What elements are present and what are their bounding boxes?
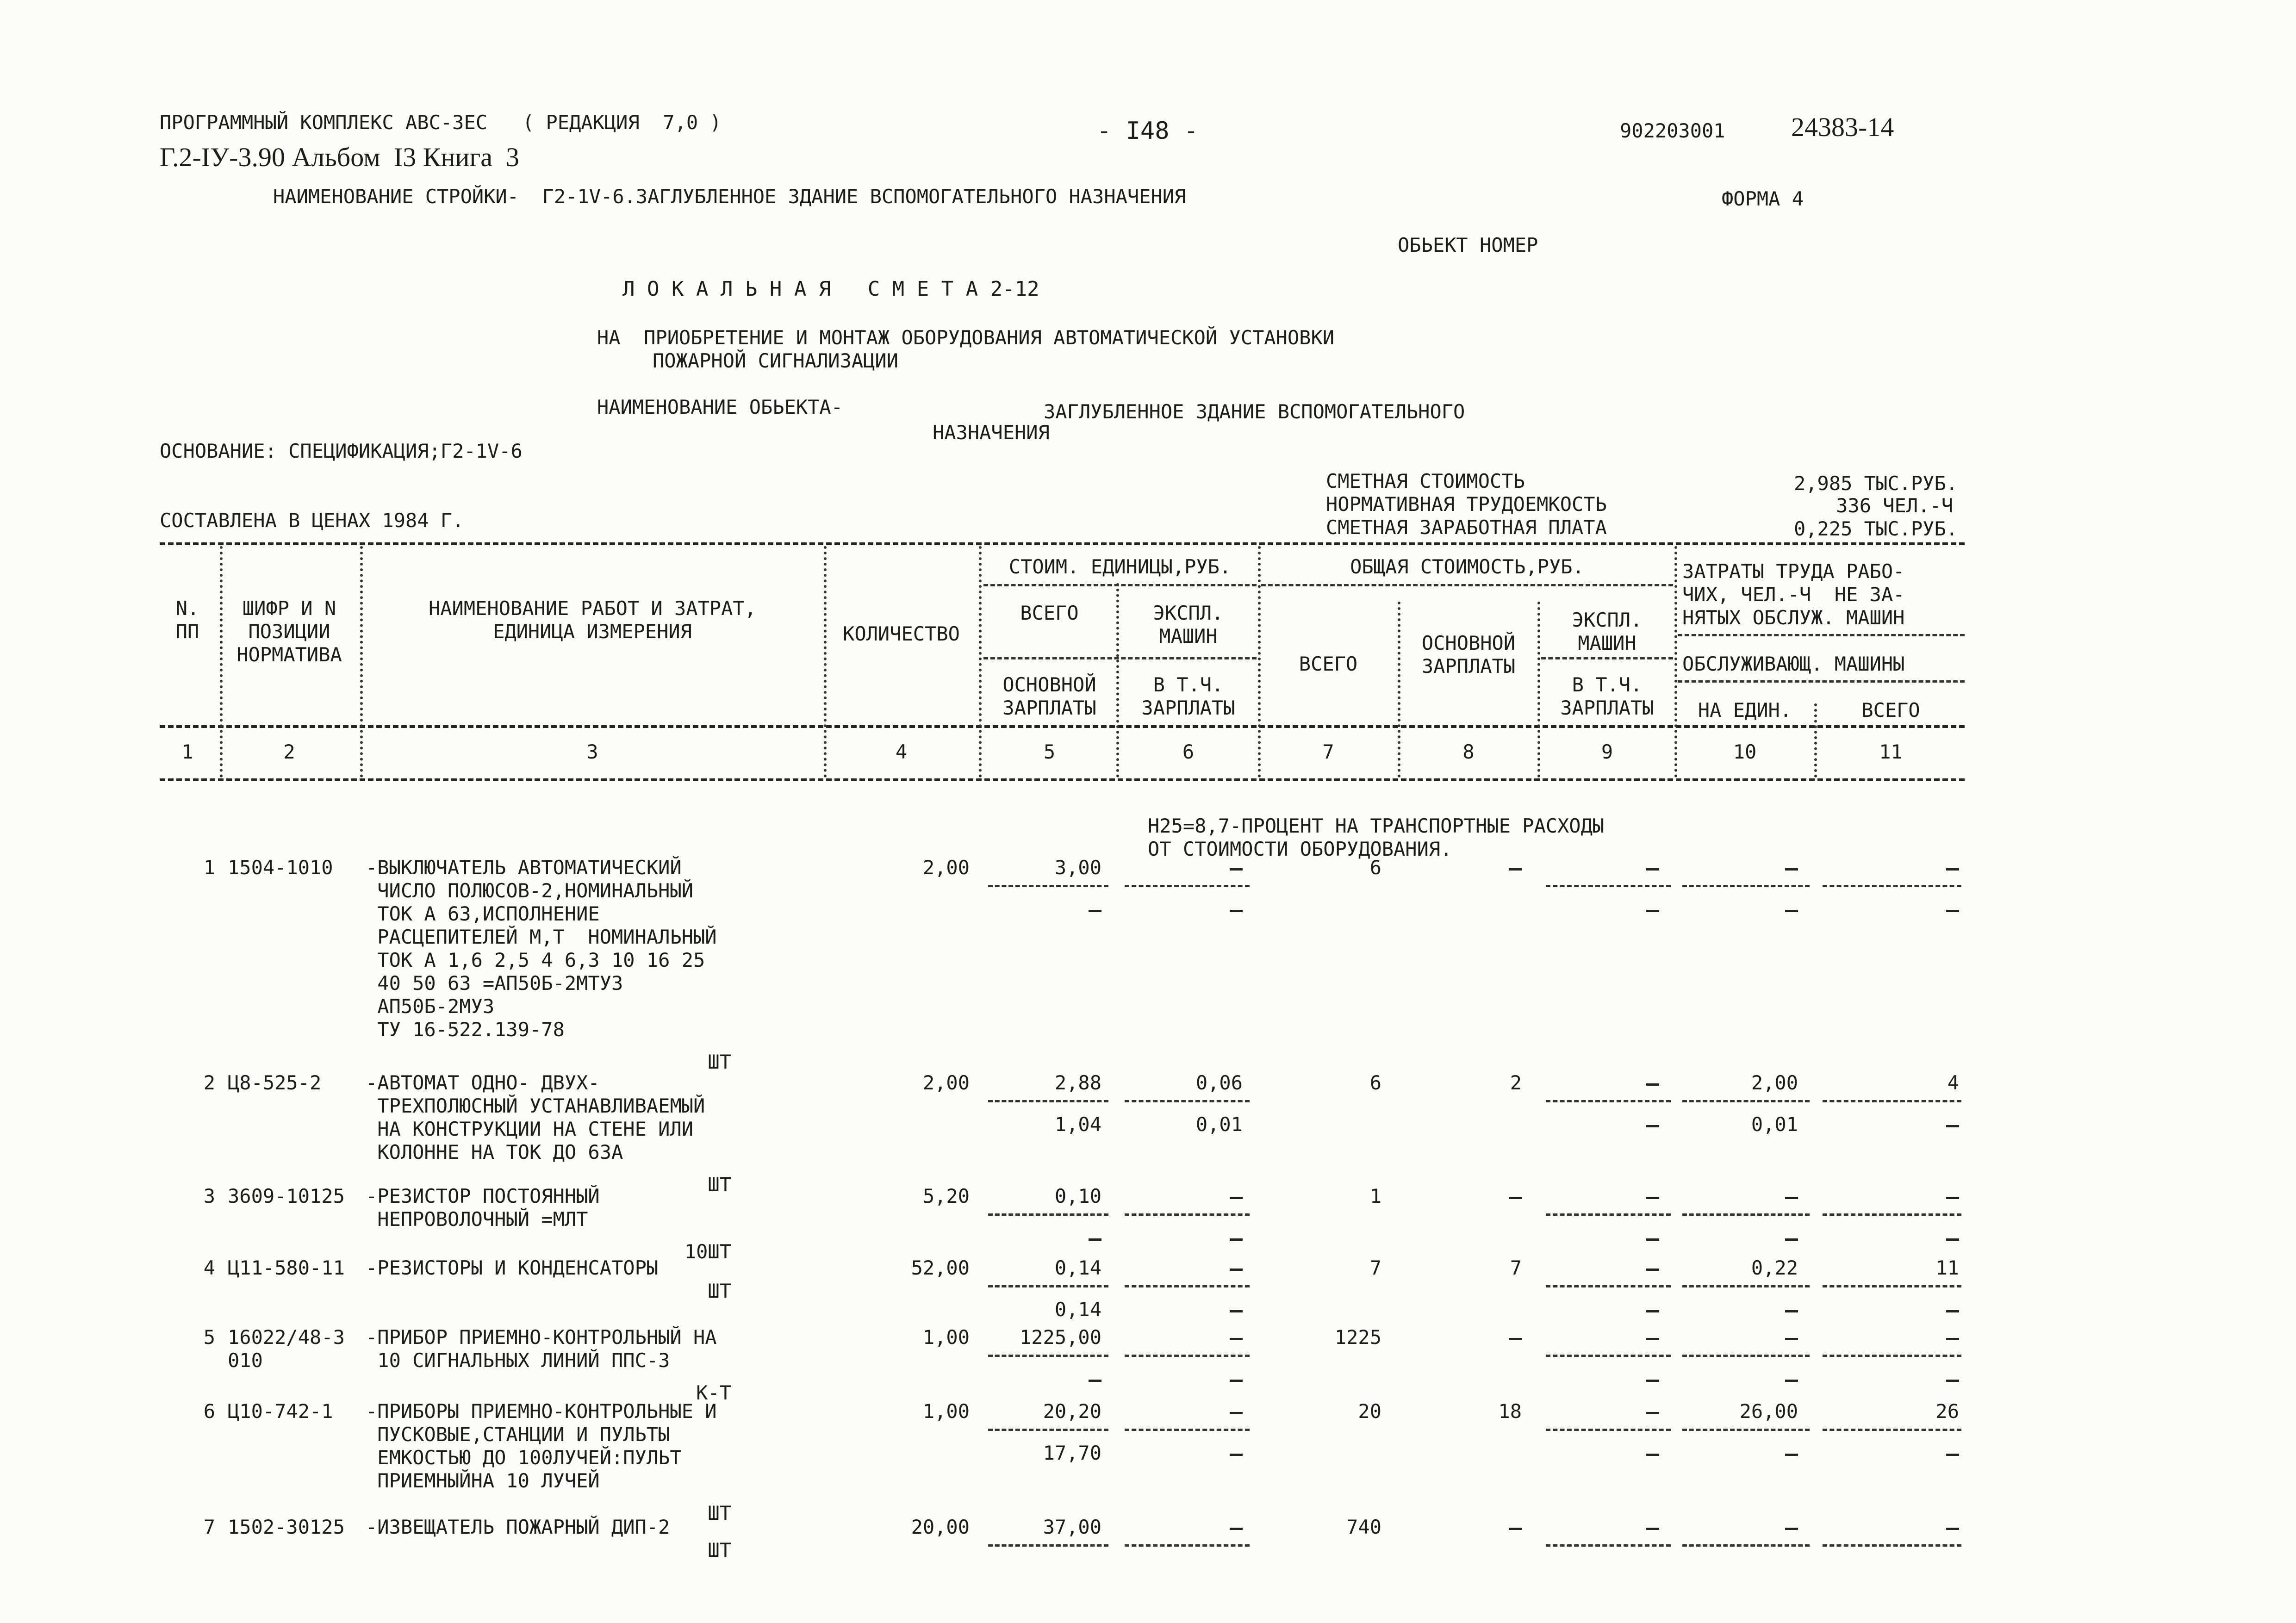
dash-mark: [1946, 1528, 1959, 1530]
row-quantity: 5,20: [922, 1185, 970, 1207]
row-total-machine-wages: [1541, 1298, 1659, 1321]
row-total-machines: [1541, 1185, 1659, 1208]
row-labor-per-unit: [1678, 1185, 1798, 1208]
row-labor-per-unit-2: 0,01: [1751, 1113, 1798, 1136]
col-header-unit-total: ВСЕГО: [1020, 602, 1079, 624]
cell-divider-rule: [1823, 1429, 1961, 1431]
row-code: 1502-30125: [228, 1516, 345, 1538]
row-unit-machine-wages: [1120, 1442, 1243, 1465]
row-total: 7: [1369, 1256, 1381, 1279]
col-header-labor-total: ВСЕГО: [1861, 699, 1920, 721]
dash-mark: [1946, 1238, 1959, 1241]
row-labor-per-unit-2: [1678, 898, 1798, 921]
cell-divider-rule: [1125, 1544, 1250, 1547]
row-unit-wages: 1,04: [1054, 1113, 1101, 1136]
cell-divider-rule: [1546, 1544, 1671, 1547]
row-labor-total: [1818, 1516, 1959, 1539]
estimate-purpose-line2: ПОЖАРНОЙ СИГНАЛИЗАЦИИ: [653, 349, 899, 372]
row-number: 7: [203, 1516, 215, 1538]
row-unit-wages: [983, 898, 1101, 921]
row-unit-total: 1225,00: [1019, 1326, 1101, 1349]
cell-divider-rule: [1682, 1100, 1810, 1102]
row-total-machine-wages: [1541, 1226, 1659, 1250]
cell-divider-rule: [1823, 885, 1961, 887]
row-total-wages: 18: [1498, 1400, 1522, 1423]
row-quantity: 1,00: [922, 1400, 970, 1423]
dash-mark: [1646, 910, 1659, 912]
dash-mark: [1946, 1338, 1959, 1340]
col-divider-5: [1116, 583, 1119, 777]
row-name: -РЕЗИСТОРЫ И КОНДЕНСАТОРЫ: [366, 1256, 659, 1279]
row-labor-total-2: [1818, 1368, 1959, 1391]
col-header-number: N. ПП: [175, 597, 199, 643]
dash-mark: [1646, 1338, 1659, 1340]
cell-divider-rule: [1823, 1544, 1961, 1547]
row-unit: ШТ: [708, 1539, 731, 1561]
row-name: -ИЗВЕЩАТЕЛЬ ПОЖАРНЫЙ ДИП-2: [366, 1516, 670, 1538]
row-unit-total: 0,10: [1054, 1185, 1101, 1207]
dash-mark: [1230, 1454, 1243, 1456]
dash-mark: [1646, 1528, 1659, 1530]
dash-mark: [1509, 1197, 1522, 1199]
dash-mark: [1646, 1454, 1659, 1456]
object-name-line2: НАЗНАЧЕНИЯ: [933, 421, 1050, 444]
row-unit-machine-wages: 0,01: [1195, 1113, 1243, 1136]
col-divider-2: [360, 546, 363, 777]
dash-mark: [1785, 910, 1798, 912]
col-header-total-group: ОБЩАЯ СТОИМОСТЬ,РУБ.: [1350, 555, 1584, 578]
row-quantity: 52,00: [911, 1256, 970, 1279]
row-unit-machines: [1120, 1326, 1243, 1349]
col-divider-9: [1674, 546, 1677, 777]
row-labor-per-unit-2: [1678, 1442, 1798, 1465]
dash-mark: [1646, 1197, 1659, 1199]
col-number-7: 7: [1322, 740, 1334, 763]
col-header-unit-wages: ОСНОВНОЙ ЗАРПЛАТЫ: [1002, 673, 1096, 719]
row-labor-total-2: [1818, 1442, 1959, 1465]
row-number: 6: [203, 1400, 215, 1423]
row-unit-total: 3,00: [1054, 856, 1101, 879]
row-labor-per-unit-2: [1678, 1226, 1798, 1250]
row-labor-per-unit: [1678, 856, 1798, 879]
row-unit-machines: [1120, 1516, 1243, 1539]
dash-mark: [1089, 1238, 1101, 1241]
program-header: ПРОГРАММНЫЙ КОМПЛЕКС АВС-3ЕС ( РЕДАКЦИЯ 7,0 ): [160, 111, 722, 134]
cell-divider-rule: [1823, 1213, 1961, 1216]
row-total-machine-wages: [1541, 898, 1659, 921]
row-labor-total-2: [1818, 1298, 1959, 1321]
summary-labor-value: 336 ЧЕЛ.-Ч: [1836, 494, 1953, 517]
table-header-rule: [160, 725, 1965, 728]
dash-mark: [1646, 1083, 1659, 1086]
total-group-rule: [1261, 584, 1673, 586]
col-divider-6: [1258, 546, 1261, 777]
basis-line: ОСНОВАНИЕ: СПЕЦИФИКАЦИЯ;Г2-1V-6: [160, 440, 523, 462]
labor-group-rule: [1678, 634, 1965, 636]
col-header-labor-serving: ОБСЛУЖИВАЮЩ. МАШИНЫ: [1682, 653, 1905, 675]
dash-mark: [1946, 1125, 1959, 1127]
cell-divider-rule: [1125, 885, 1250, 887]
row-code: 16022/48-3 010: [228, 1326, 345, 1372]
row-quantity: 20,00: [911, 1516, 970, 1538]
summary-cost-label: СМЕТНАЯ СТОИМОСТЬ: [1326, 470, 1525, 492]
row-total: 20: [1358, 1400, 1381, 1423]
cell-divider-rule: [1125, 1100, 1250, 1102]
row-name: -ПРИБОРЫ ПРИЕМНО-КОНТРОЛЬНЫЕ И ПУСКОВЫЕ,СТАНЦИИ И ПУЛЬТЫ ЕМКОСТЬЮ ДО 100ЛУЧЕЙ:ПУЛЬТ ПРИЕМНЫЙНА 10 ЛУЧЕЙ: [366, 1400, 717, 1492]
object-name-line1: ЗАГЛУБЛЕННОЕ ЗДАНИЕ ВСПОМОГАТЕЛЬНОГО: [1044, 400, 1465, 423]
col-header-total-wages: ОСНОВНОЙ ЗАРПЛАТЫ: [1421, 632, 1516, 678]
unit-group-rule: [983, 584, 1257, 586]
dash-mark: [1230, 1528, 1243, 1530]
row-total-machines: [1541, 1256, 1659, 1280]
col-header-unit-machines: ЭКСПЛ. МАШИН: [1153, 602, 1224, 647]
row-name: -ПРИБОР ПРИЕМНО-КОНТРОЛЬНЫЙ НА 10 СИГНАЛЬНЫХ ЛИНИЙ ППС-3: [366, 1326, 717, 1372]
dash-mark: [1646, 868, 1659, 871]
dash-mark: [1646, 1412, 1659, 1414]
cell-divider-rule: [1125, 1355, 1250, 1357]
row-unit-total: 2,88: [1054, 1071, 1101, 1094]
dash-mark: [1946, 868, 1959, 871]
labor-sub-rule: [1678, 680, 1965, 683]
dash-mark: [1785, 1197, 1798, 1199]
row-name: -АВТОМАТ ОДНО- ДВУХ- ТРЕХПОЛЮСНЫЙ УСТАНАВЛИВАЕМЫЙ НА КОНСТРУКЦИИ НА СТЕНЕ ИЛИ КОЛОННЕ НА ТОК ДО 63А: [366, 1071, 705, 1163]
row-total-wages: 2: [1510, 1071, 1522, 1094]
col-number-5: 5: [1043, 740, 1056, 763]
col-number-8: 8: [1462, 740, 1475, 763]
unit-sub-rule: [983, 657, 1257, 659]
dash-mark: [1646, 1380, 1659, 1382]
col-header-unit-group: СТОИМ. ЕДИНИЦЫ,РУБ.: [1008, 555, 1232, 578]
row-quantity: 1,00: [922, 1326, 970, 1349]
cell-divider-rule: [1823, 1285, 1961, 1287]
row-total-machine-wages: [1541, 1113, 1659, 1136]
col-divider-8: [1537, 602, 1540, 777]
cell-divider-rule: [1125, 1285, 1250, 1287]
col-number-6: 6: [1182, 740, 1195, 763]
cell-divider-rule: [988, 885, 1108, 887]
row-total-machines: [1541, 856, 1659, 879]
album-reference: Г.2-IУ-3.90 Альбом I3 Книга 3: [160, 142, 519, 172]
row-total: 1225: [1334, 1326, 1381, 1349]
row-labor-total: 11: [1935, 1256, 1959, 1279]
row-labor-total: 4: [1947, 1071, 1959, 1094]
row-unit-machines: [1120, 1400, 1243, 1423]
cell-divider-rule: [1823, 1100, 1961, 1102]
row-unit: ШТ: [708, 1173, 731, 1196]
row-name: -ВЫКЛЮЧАТЕЛЬ АВТОМАТИЧЕСКИЙ ЧИСЛО ПОЛЮСОВ-2,НОМИНАЛЬНЫЙ ТОК А 63,ИСПОЛНЕНИЕ РАСЦЕПИТЕЛЕЙ М,Т НОМИНАЛЬНЫЙ ТОК А 1,6 2,5 4 6,3 10 16 25 40 50 63 =АП50Б-2МТУ3 АП50Б-2МУ3 ТУ 16-522.139-78: [366, 856, 717, 1041]
row-labor-per-unit: 0,22: [1751, 1256, 1798, 1279]
cell-divider-rule: [988, 1544, 1108, 1547]
dash-mark: [1946, 1380, 1959, 1382]
col-number-11: 11: [1879, 740, 1903, 763]
row-labor-total-2: [1818, 1226, 1959, 1250]
row-total-wages: 7: [1510, 1256, 1522, 1279]
dash-mark: [1509, 1338, 1522, 1340]
row-total: 6: [1369, 856, 1381, 879]
cell-divider-rule: [1546, 885, 1671, 887]
row-labor-total: [1818, 1185, 1959, 1208]
row-total-machines: [1541, 1326, 1659, 1349]
summary-wages-value: 0,225 ТЫС.РУБ.: [1793, 517, 1958, 540]
row-labor-per-unit: 26,00: [1739, 1400, 1798, 1423]
row-labor-per-unit-2: [1678, 1298, 1798, 1321]
row-unit-machines: 0,06: [1195, 1071, 1243, 1094]
cell-divider-rule: [1546, 1429, 1671, 1431]
col-header-quantity: КОЛИЧЕСТВО: [843, 622, 960, 645]
row-unit-wages: 0,14: [1054, 1298, 1101, 1321]
dash-mark: [1646, 1125, 1659, 1127]
estimate-title: Л О К А Л Ь Н А Я С М Е Т А 2-12: [622, 277, 1039, 301]
row-labor-total: [1818, 1326, 1959, 1349]
cell-divider-rule: [988, 1355, 1108, 1357]
col-header-labor-group: ЗАТРАТЫ ТРУДА РАБО- ЧИХ, ЧЕЛ.-Ч НЕ ЗА- НЯТЫХ ОБСЛУЖ. МАШИН: [1682, 560, 1905, 629]
col-number-3: 3: [586, 740, 598, 763]
row-total-machine-wages: [1541, 1368, 1659, 1391]
dash-mark: [1785, 1338, 1798, 1340]
page-number: - I48 -: [1097, 117, 1199, 145]
dash-mark: [1946, 910, 1959, 912]
prices-line: СОСТАВЛЕНА В ЦЕНАХ 1984 Г.: [160, 509, 464, 532]
col-divider-10: [1814, 703, 1817, 777]
dash-mark: [1785, 1238, 1798, 1241]
row-total-machines: [1541, 1516, 1659, 1539]
table-number-rule: [160, 778, 1965, 781]
row-labor-per-unit-2: [1678, 1368, 1798, 1391]
row-labor-per-unit: [1678, 1326, 1798, 1349]
dash-mark: [1230, 910, 1243, 912]
dash-mark: [1946, 1310, 1959, 1312]
form-number: ФОРМА 4: [1722, 187, 1804, 210]
row-code: Ц10-742-1: [228, 1400, 333, 1423]
cell-divider-rule: [1682, 1429, 1810, 1431]
row-total: 1: [1369, 1185, 1381, 1207]
cell-divider-rule: [988, 1213, 1108, 1216]
cell-divider-rule: [1823, 1355, 1961, 1357]
row-total: 740: [1346, 1516, 1381, 1538]
col-header-total-machines: ЭКСПЛ. МАШИН: [1572, 609, 1643, 654]
row-code: 1504-1010: [228, 856, 333, 879]
dash-mark: [1089, 1380, 1101, 1382]
estimate-purpose-line1: НА ПРИОБРЕТЕНИЕ И МОНТАЖ ОБОРУДОВАНИЯ АВТОМАТИЧЕСКОЙ УСТАНОВКИ: [597, 326, 1335, 349]
row-labor-per-unit: 2,00: [1751, 1071, 1798, 1094]
row-unit-machine-wages: [1120, 1226, 1243, 1250]
col-divider-7: [1398, 602, 1400, 777]
dash-mark: [1946, 1197, 1959, 1199]
dash-mark: [1646, 1238, 1659, 1241]
col-number-10: 10: [1733, 740, 1757, 763]
dash-mark: [1785, 1380, 1798, 1382]
row-unit-machine-wages: [1120, 1298, 1243, 1321]
cell-divider-rule: [1546, 1213, 1671, 1216]
cell-divider-rule: [1682, 1355, 1810, 1357]
construction-name: НАИМЕНОВАНИЕ СТРОЙКИ- Г2-1V-6.ЗАГЛУБЛЕННОЕ ЗДАНИЕ ВСПОМОГАТЕЛЬНОГО НАЗНАЧЕНИЯ: [273, 185, 1186, 208]
total-sub-rule: [1541, 657, 1673, 659]
row-total-wages: [1401, 1185, 1522, 1208]
row-quantity: 2,00: [922, 1071, 970, 1094]
row-unit-total: 0,14: [1054, 1256, 1101, 1279]
dash-mark: [1646, 1269, 1659, 1271]
row-total-machines: [1541, 1400, 1659, 1423]
col-number-2: 2: [283, 740, 295, 763]
dash-mark: [1230, 1412, 1243, 1414]
row-number: 3: [203, 1185, 215, 1207]
col-number-4: 4: [895, 740, 908, 763]
cell-divider-rule: [1682, 885, 1810, 887]
col-divider-4: [979, 546, 982, 777]
row-total-wages: [1401, 856, 1522, 879]
dash-mark: [1230, 1338, 1243, 1340]
cell-divider-rule: [1125, 1213, 1250, 1216]
summary-labor-label: НОРМАТИВНАЯ ТРУДОЕМКОСТЬ: [1326, 493, 1607, 516]
dash-mark: [1230, 1380, 1243, 1382]
col-header-name: НАИМЕНОВАНИЕ РАБОТ И ЗАТРАТ, ЕДИНИЦА ИЗМЕРЕНИЯ: [428, 597, 756, 643]
dash-mark: [1230, 868, 1243, 871]
cell-divider-rule: [988, 1100, 1108, 1102]
row-labor-total: [1818, 856, 1959, 879]
row-unit: ШТ: [708, 1280, 731, 1302]
dash-mark: [1785, 868, 1798, 871]
dash-mark: [1230, 1269, 1243, 1271]
row-total: 6: [1369, 1071, 1381, 1094]
row-number: 5: [203, 1326, 215, 1349]
row-code: 3609-10125: [228, 1185, 345, 1207]
row-number: 4: [203, 1256, 215, 1279]
cell-divider-rule: [988, 1429, 1108, 1431]
dash-mark: [1785, 1528, 1798, 1530]
row-code: Ц8-525-2: [228, 1071, 322, 1094]
row-labor-per-unit: [1678, 1516, 1798, 1539]
col-header-total-machine-wages: В Т.Ч. ЗАРПЛАТЫ: [1560, 673, 1654, 719]
row-number: 1: [203, 856, 215, 879]
dash-mark: [1089, 910, 1101, 912]
row-total-machine-wages: [1541, 1442, 1659, 1465]
cell-divider-rule: [1682, 1285, 1810, 1287]
row-total-wages: [1401, 1516, 1522, 1539]
row-unit-total: 20,20: [1043, 1400, 1101, 1423]
row-unit-total: 37,00: [1043, 1516, 1101, 1538]
col-number-1: 1: [181, 740, 193, 763]
object-name-label: НАИМЕНОВАНИЕ ОБЬЕКТА-: [597, 396, 843, 418]
dash-mark: [1509, 868, 1522, 871]
row-unit-machine-wages: [1120, 898, 1243, 921]
row-unit-machines: [1120, 1256, 1243, 1280]
transport-note: Н25=8,7-ПРОЦЕНТ НА ТРАНСПОРТНЫЕ РАСХОДЫ ОТ СТОИМОСТИ ОБОРУДОВАНИЯ.: [1148, 815, 1605, 860]
cell-divider-rule: [1682, 1213, 1810, 1216]
dash-mark: [1230, 1197, 1243, 1199]
dash-mark: [1646, 1310, 1659, 1312]
row-unit: ШТ: [708, 1051, 731, 1073]
row-unit: К-Т: [696, 1381, 731, 1404]
dash-mark: [1946, 1454, 1959, 1456]
dash-mark: [1230, 1310, 1243, 1312]
dash-mark: [1509, 1528, 1522, 1530]
row-unit-machines: [1120, 1185, 1243, 1208]
cell-divider-rule: [1546, 1285, 1671, 1287]
cell-divider-rule: [988, 1285, 1108, 1287]
row-name: -РЕЗИСТОР ПОСТОЯННЫЙ НЕПРОВОЛОЧНЫЙ =МЛТ: [366, 1185, 600, 1231]
summary-cost-value: 2,985 ТЫС.РУБ.: [1793, 472, 1958, 495]
row-unit-machine-wages: [1120, 1368, 1243, 1391]
document-number: 24383-14: [1791, 112, 1894, 142]
dash-mark: [1230, 1238, 1243, 1241]
row-code: Ц11-580-11: [228, 1256, 345, 1279]
row-quantity: 2,00: [922, 856, 970, 879]
row-unit-machines: [1120, 856, 1243, 879]
row-unit-wages: [983, 1368, 1101, 1391]
document-code: 902203001: [1620, 119, 1725, 142]
table-top-rule: [160, 542, 1965, 545]
cell-divider-rule: [1682, 1544, 1810, 1547]
row-labor-total-2: [1818, 898, 1959, 921]
row-unit: ШТ: [708, 1502, 731, 1524]
row-unit-wages: 17,70: [1043, 1442, 1101, 1464]
row-number: 2: [203, 1071, 215, 1094]
col-header-labor-per-unit: НА ЕДИН.: [1698, 699, 1792, 721]
row-unit: 10ШТ: [684, 1240, 731, 1263]
row-total-wages: [1401, 1326, 1522, 1349]
dash-mark: [1785, 1310, 1798, 1312]
cell-divider-rule: [1125, 1429, 1250, 1431]
col-header-unit-machine-wages: В Т.Ч. ЗАРПЛАТЫ: [1141, 673, 1235, 719]
col-header-code: ШИФР И N ПОЗИЦИИ НОРМАТИВА: [236, 597, 342, 666]
col-number-9: 9: [1601, 740, 1613, 763]
col-header-total: ВСЕГО: [1299, 653, 1358, 675]
row-unit-wages: [983, 1226, 1101, 1250]
object-number-label: ОБЬЕКТ НОМЕР: [1398, 234, 1538, 256]
cell-divider-rule: [1546, 1100, 1671, 1102]
summary-wages-label: СМЕТНАЯ ЗАРАБОТНАЯ ПЛАТА: [1326, 516, 1607, 539]
cell-divider-rule: [1546, 1355, 1671, 1357]
row-labor-total-2: [1818, 1113, 1959, 1136]
row-total-machines: [1541, 1071, 1659, 1094]
row-labor-total: 26: [1935, 1400, 1959, 1423]
dash-mark: [1785, 1454, 1798, 1456]
